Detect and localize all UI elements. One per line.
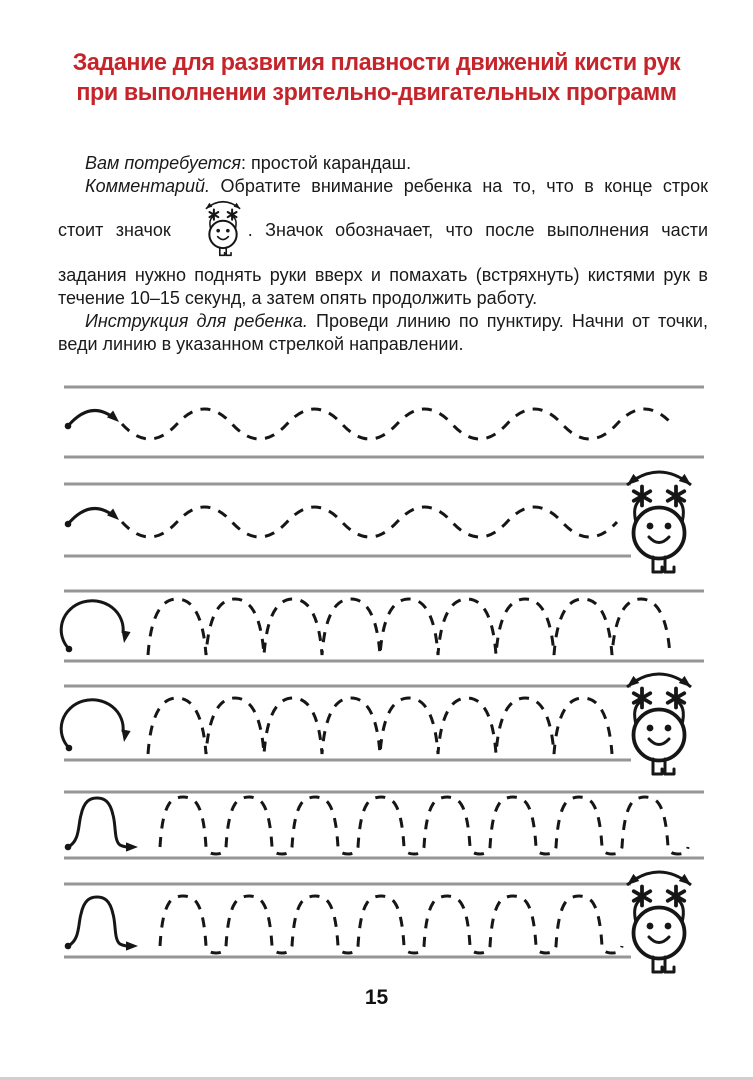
- arch-dashed-path: [148, 599, 670, 655]
- character-body: [634, 508, 685, 559]
- arch-dashed-path: [148, 698, 612, 754]
- character-body: [209, 221, 236, 248]
- tracing-row-graphic: [64, 589, 709, 663]
- direction-arrow-icon: [107, 509, 122, 524]
- tracing-row-graphic: [64, 684, 709, 762]
- direction-arrow-icon: [126, 842, 138, 851]
- instruction-label: Инструкция для ребенка.: [85, 311, 308, 331]
- direction-arrow-icon: [204, 203, 212, 211]
- direction-arrow-icon: [624, 676, 639, 691]
- comment-paragraph: [58, 175, 708, 310]
- start-stroke: [68, 798, 132, 847]
- wave-dashed-path: [122, 409, 672, 439]
- tracing-row-dome: [64, 790, 709, 860]
- comment-label: Комментарий.: [85, 176, 211, 196]
- character-right-eye: [665, 923, 672, 930]
- direction-arrow-icon: [624, 874, 639, 889]
- character-right-eye: [665, 523, 672, 530]
- direction-arrow-icon: [679, 874, 694, 889]
- start-stroke: [68, 508, 115, 524]
- instruction-text: Проведи линию по пунктиру. Начни от точки, веди линию в указанном стрелкой направлении.: [58, 311, 708, 354]
- comment-before-icon-text: Обратите внимание ребенка на то, что в конце строк стоит значок: [58, 176, 708, 240]
- direction-arrow-icon: [679, 474, 694, 489]
- tracing-row-dome-with-character: [64, 882, 709, 959]
- direction-arrow-icon: [126, 941, 138, 950]
- tracing-row-graphic: [64, 790, 709, 860]
- direction-arrow-icon: [233, 203, 241, 211]
- character-left-eye: [647, 923, 654, 930]
- waving-character-icon: [624, 472, 694, 572]
- tracing-row-arch: [64, 589, 709, 663]
- materials-text: : простой карандаш.: [241, 153, 412, 173]
- character-body: [634, 908, 685, 959]
- materials-label: Вам потребуется: [85, 153, 242, 173]
- waving-character-icon: [624, 674, 694, 774]
- comment-after-icon-text: . Значок обозначает, что после выполнения части задания нужно поднять руки вверх и помахать (встряхнуть) кистями рук в течение 10–15 секунд, а затем опять продолжить работу.: [58, 220, 708, 308]
- start-stroke: [61, 700, 123, 748]
- dome-dashed-path: [160, 797, 688, 854]
- tracing-row-graphic: [64, 385, 709, 459]
- wave-dashed-path: [122, 507, 617, 537]
- dome-dashed-path: [160, 896, 622, 953]
- waving-character-icon: [624, 872, 694, 972]
- tracing-row-wave: [64, 385, 709, 459]
- tracing-row-graphic: [64, 882, 709, 959]
- direction-arrow-icon: [119, 729, 130, 742]
- intro-text: [58, 152, 708, 356]
- title-line-2: при выполнении зрительно-двигательных программ: [76, 79, 677, 106]
- smiley-raise-hands-icon: [176, 198, 243, 264]
- character-body: [634, 710, 685, 761]
- materials-paragraph: [58, 152, 708, 175]
- character-right-eye: [226, 229, 230, 233]
- start-stroke: [68, 897, 132, 946]
- direction-arrow-icon: [624, 474, 639, 489]
- character-right-eye: [665, 725, 672, 732]
- tracing-row-wave-with-character: [64, 482, 709, 558]
- direction-arrow-icon: [679, 676, 694, 691]
- direction-arrow-icon: [119, 630, 130, 643]
- waving-character-icon: [204, 202, 241, 256]
- start-stroke: [61, 601, 123, 649]
- character-left-eye: [647, 523, 654, 530]
- page-title: [11, 48, 741, 108]
- direction-arrow-icon: [107, 411, 122, 426]
- tracing-row-arch-with-character: [64, 684, 709, 762]
- tracing-row-graphic: [64, 482, 709, 558]
- page-number: 15: [364, 986, 389, 1009]
- character-left-eye: [647, 725, 654, 732]
- character-left-eye: [216, 229, 220, 233]
- title-line-1: Задание для развития плавности движений кисти рук: [72, 49, 681, 76]
- instruction-paragraph: [58, 310, 708, 356]
- start-stroke: [68, 410, 115, 426]
